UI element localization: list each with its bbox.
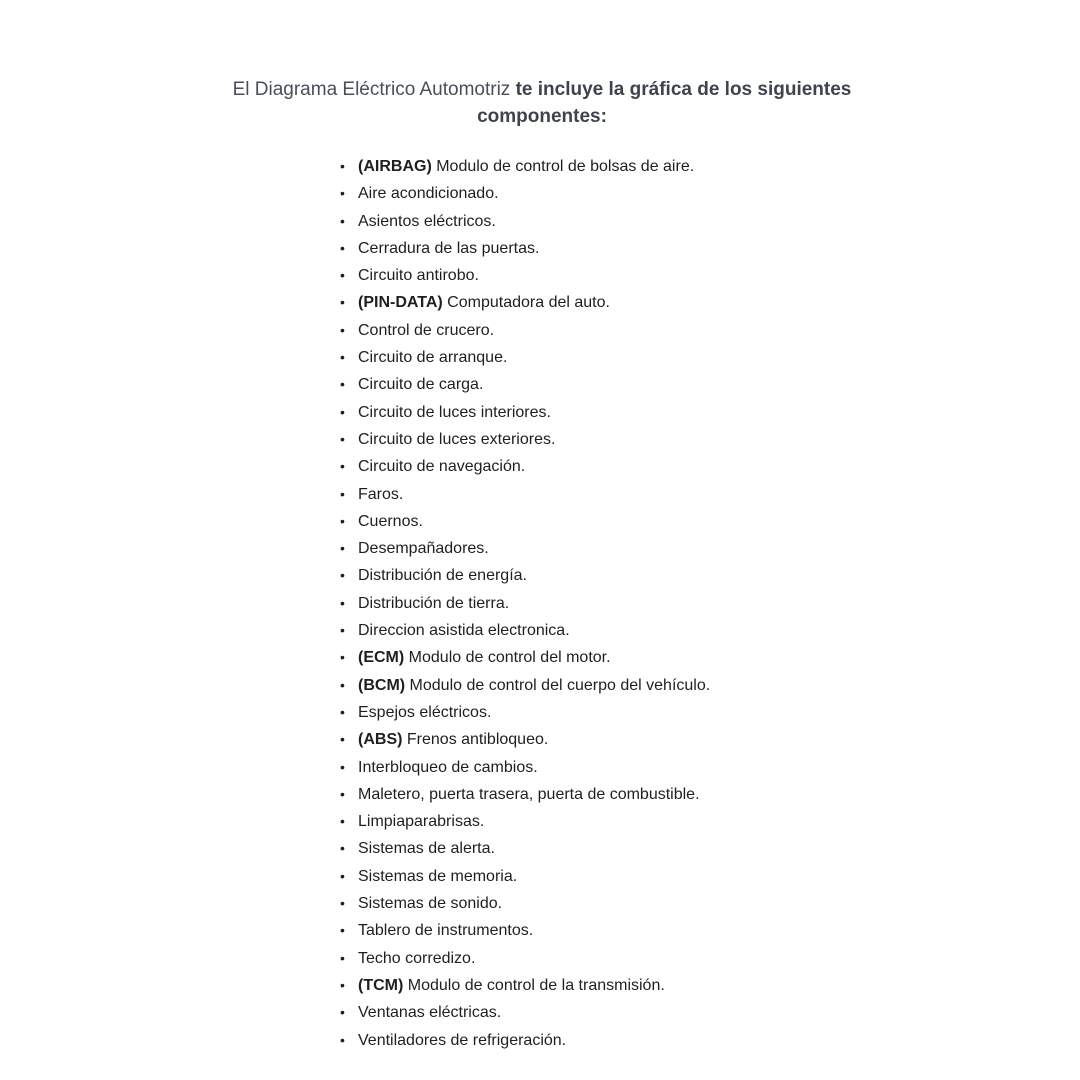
list-item	[340, 289, 710, 316]
item-text: Computadora del auto.	[447, 294, 610, 312]
item-text: Modulo de control de bolsas de aire.	[436, 158, 695, 175]
bullet-icon: •	[340, 158, 345, 174]
bullet-icon: •	[340, 1004, 345, 1021]
item-text: Circuito de carga.	[358, 376, 484, 394]
heading-strong: te incluye la gráfica de los siguientes componentes:	[477, 79, 852, 127]
list-item	[340, 590, 710, 617]
list-item	[340, 699, 710, 726]
list-item	[340, 754, 710, 781]
bullet-icon: •	[340, 512, 345, 529]
bullet-icon: •	[340, 949, 345, 966]
item-code: (BCM)	[358, 676, 406, 694]
item-code: (PIN-DATA)	[358, 294, 443, 312]
bullet-icon: •	[340, 676, 345, 693]
item-text: Distribución de tierra.	[358, 594, 510, 612]
list-item	[340, 781, 710, 808]
bullet-icon: •	[340, 294, 345, 311]
bullet-icon: •	[340, 458, 345, 475]
list-item	[340, 153, 710, 180]
list-item	[340, 945, 710, 972]
bullet-icon: •	[340, 895, 345, 912]
item-text: Circuito antirobo.	[358, 267, 479, 285]
bullet-icon: •	[340, 703, 345, 720]
item-text: Interbloqueo de cambios.	[358, 758, 538, 776]
bullet-icon: •	[340, 813, 345, 830]
bullet-icon: •	[340, 1031, 345, 1048]
item-text: Sistemas de alerta.	[358, 840, 495, 858]
list-item	[340, 426, 710, 453]
list-item	[340, 453, 710, 480]
item-text: Control de crucero.	[358, 321, 495, 339]
item-text: Asientos eléctricos.	[358, 212, 496, 230]
item-text: Cuernos.	[358, 512, 423, 530]
item-text: Modulo de control del cuerpo del vehículo.	[409, 676, 711, 694]
item-code: (TCM)	[358, 976, 404, 994]
bullet-icon: •	[340, 267, 345, 284]
list-item	[340, 399, 710, 426]
bullet-icon: •	[340, 922, 345, 939]
item-code: (AIRBAG)	[358, 158, 432, 175]
item-text: Limpiaparabrisas.	[358, 813, 485, 831]
item-text: Distribución de energía.	[358, 567, 527, 585]
item-text: Modulo de control de la transmisión.	[407, 976, 665, 994]
list-item	[340, 180, 710, 207]
list-item	[340, 535, 710, 562]
list-item	[340, 317, 710, 344]
list-item	[340, 863, 710, 890]
item-text: Aire acondicionado.	[358, 185, 499, 203]
list-item	[340, 1027, 710, 1054]
bullet-icon: •	[340, 376, 345, 393]
list-item	[340, 562, 710, 589]
item-text: Ventanas eléctricas.	[358, 1004, 502, 1022]
item-text: Circuito de arranque.	[358, 349, 508, 367]
item-text: Desempañadores.	[358, 540, 489, 558]
list-item	[340, 617, 710, 644]
list-item	[340, 208, 710, 235]
bullet-icon: •	[340, 485, 345, 502]
item-text: Modulo de control del motor.	[408, 649, 611, 667]
item-code: (ECM)	[358, 649, 405, 667]
bullet-icon: •	[340, 540, 345, 557]
bullet-icon: •	[340, 622, 345, 639]
item-text: Techo corredizo.	[358, 949, 476, 967]
item-text: Cerradura de las puertas.	[358, 239, 540, 257]
bullet-icon: •	[340, 649, 345, 666]
bullet-icon: •	[340, 594, 345, 611]
bullet-icon: •	[340, 212, 345, 229]
list-item	[340, 371, 710, 398]
item-text: Maletero, puerta trasera, puerta de combustible.	[358, 785, 700, 803]
item-text: Sistemas de sonido.	[358, 895, 503, 913]
item-text: Circuito de luces exteriores.	[358, 430, 556, 448]
bullet-icon: •	[340, 430, 345, 447]
list-item	[340, 644, 710, 671]
bullet-icon: •	[340, 239, 345, 256]
bullet-icon: •	[340, 840, 345, 857]
heading-lead: El Diagrama Eléctrico Automotriz	[232, 79, 511, 100]
bullet-icon: •	[340, 403, 345, 420]
bullet-icon: •	[340, 731, 345, 748]
item-text: Circuito de navegación.	[358, 458, 526, 476]
bullet-icon: •	[340, 785, 345, 802]
item-text: Ventiladores de refrigeración.	[358, 1031, 567, 1049]
list-item	[340, 835, 710, 862]
page-heading	[220, 76, 864, 130]
bullet-icon: •	[340, 567, 345, 584]
bullet-icon: •	[340, 185, 345, 202]
bullet-icon: •	[340, 758, 345, 775]
list-item	[340, 672, 710, 699]
bullet-icon: •	[340, 976, 345, 993]
list-item	[340, 344, 710, 371]
item-text: Sistemas de memoria.	[358, 867, 518, 885]
list-item	[340, 972, 710, 999]
bullet-icon: •	[340, 321, 345, 338]
item-text: Faros.	[358, 485, 404, 503]
list-item	[340, 235, 710, 262]
list-item	[340, 999, 710, 1026]
list-item	[340, 917, 710, 944]
list-item	[340, 262, 710, 289]
item-code: (ABS)	[358, 731, 403, 749]
bullet-icon: •	[340, 349, 345, 366]
item-text: Espejos eléctricos.	[358, 703, 492, 721]
item-text: Frenos antibloqueo.	[406, 731, 549, 749]
bullet-icon: •	[340, 867, 345, 884]
list-item	[340, 808, 710, 835]
list-item	[340, 508, 710, 535]
list-item	[340, 481, 710, 508]
component-list	[340, 153, 710, 1054]
item-text: Tablero de instrumentos.	[358, 922, 534, 940]
list-item	[340, 890, 710, 917]
item-text: Direccion asistida electronica.	[358, 622, 570, 640]
item-text: Circuito de luces interiores.	[358, 403, 551, 421]
list-item	[340, 726, 710, 753]
